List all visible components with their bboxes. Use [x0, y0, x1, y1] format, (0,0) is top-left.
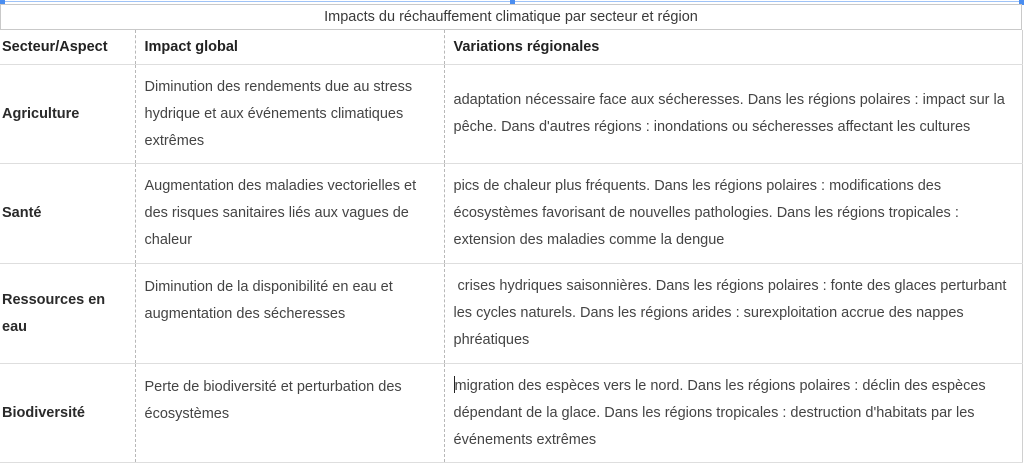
table-header-row — [0, 30, 1022, 65]
cell-variations[interactable]: pics de chaleur plus fréquents. Dans les régions polaires : modifications des écosystèmes favorisant de nouvelles pathologies. Dans les régions tropicales : extension des maladies comme la dengue — [444, 164, 1022, 264]
table-row — [0, 65, 1022, 164]
table-row — [0, 164, 1022, 264]
cell-variations[interactable] — [444, 364, 1022, 463]
sector-label: Santé — [2, 205, 42, 221]
cell-variations[interactable] — [444, 264, 1022, 364]
cell-impact[interactable]: Diminution de la disponibilité en eau et augmentation des sécheresses — [135, 264, 444, 364]
cell-sector[interactable] — [0, 65, 135, 164]
cell-impact[interactable]: Diminution des rendements due au stress hydrique et aux événements climatiques extrêmes — [135, 65, 444, 164]
variations-text: migration des espèces vers le nord. Dans les régions polaires : déclin des espèces dépendant de la glace. Dans les régions tropicales : destruction d'habitats par les événements extrêmes — [453, 377, 986, 448]
sector-label: Ressources en eau — [2, 291, 106, 335]
table-caption: Impacts du réchauffement climatique par secteur et région — [0, 4, 1022, 30]
header-regional-variations: Variations régionales — [444, 30, 1022, 65]
cell-sector[interactable] — [0, 364, 135, 463]
sector-label: Agriculture — [2, 105, 80, 122]
table-row — [0, 264, 1022, 364]
table-row — [0, 364, 1022, 463]
cell-impact[interactable]: Perte de biodiversité et perturbation des écosystèmes — [135, 364, 444, 463]
cell-sector[interactable] — [0, 164, 135, 264]
variations-text: crises hydriques saisonnières. Dans les régions polaires : fonte des glaces perturbant les cycles naturels. Dans les régions arides : surexploitation accrue des nappes phréatiques — [453, 278, 1011, 348]
cell-sector[interactable] — [0, 264, 135, 364]
cell-variations[interactable]: adaptation nécessaire face aux sécheresses. Dans les régions polaires : impact sur la pêche. Dans d'autres régions : inondations ou sécheresses affectant les cultures — [444, 65, 1022, 164]
header-global-impact: Impact global — [135, 30, 444, 65]
sector-label: Biodiversité — [2, 404, 85, 421]
cell-impact[interactable]: Augmentation des maladies vectorielles et des risques sanitaires liés aux vagues de chaleur — [135, 164, 444, 264]
header-sector: Secteur/Aspect — [0, 30, 135, 65]
climate-impacts-table — [0, 30, 1023, 463]
